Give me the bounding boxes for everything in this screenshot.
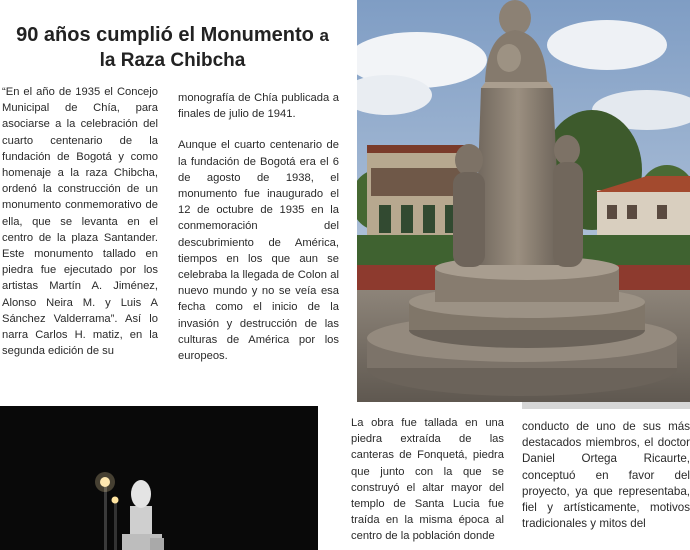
divider-strip xyxy=(522,401,690,409)
text-column-3 xyxy=(351,415,504,545)
monument-night-photo xyxy=(0,406,318,550)
text-column-1 xyxy=(2,84,158,359)
column-4-paragraph: conducto de uno de sus más destacados miembros, el doctor Daniel Ortega Ricaurte, conceptuó en favor del proyecto, ya que representaba, fiel y artísticamente, motivos tradicionales y mitos del xyxy=(522,420,690,531)
title-line-1-small: a xyxy=(319,26,329,45)
title-line-2: la Raza Chibcha xyxy=(99,50,246,71)
text-column-4 xyxy=(522,419,690,532)
column-3-paragraph: La obra fue tallada en una piedra extraída de las canteras de Fonquetá, piedra que junto con la que se construyó el altar mayor del templo de Santa Lucia fue traída en la misma época al centro de la población donde xyxy=(351,417,504,543)
text-column-2 xyxy=(178,90,339,364)
column-2-paragraph-1: monografía de Chía publicada a finales de julio de 1941. xyxy=(178,92,339,121)
title-line-1 xyxy=(0,22,345,49)
monument-day-photo xyxy=(357,0,690,402)
article-title xyxy=(0,22,345,73)
title-line-1-main: 90 años cumplió el Monumento xyxy=(16,24,314,46)
column-1-paragraph: “En el año de 1935 el Concejo Municipal de Chía, para asociarse a la celebración del cuarto centenario de la fundación de Bogotá y como homenaje a la raza Chibcha, ordenó la construcción de un monumento conmemorativo de ella, que se levanta en el centro de la plaza Santander. Este monumento tallado en piedra fue ejecutado por los artistas Martín A. Jiménez, Alonso Neira M. y Luis A Sánchez Valderrama”. Así lo narra Carlos H. matiz, en la segunda edición de su xyxy=(2,86,158,358)
column-2-paragraph-2: Aunque el cuarto centenario de la fundación de Bogotá era el 6 de agosto de 1938, el monumento fue inaugurado el 12 de octubre de 1935 en la conmemoración del descubrimiento de América, tiempos en los que aun se celebraba la llegada de Colon al nuevo mundo y no se veía esa fecha como el inicio de la invasión y destrucción de las culturas de América por los europeos. xyxy=(178,139,339,363)
